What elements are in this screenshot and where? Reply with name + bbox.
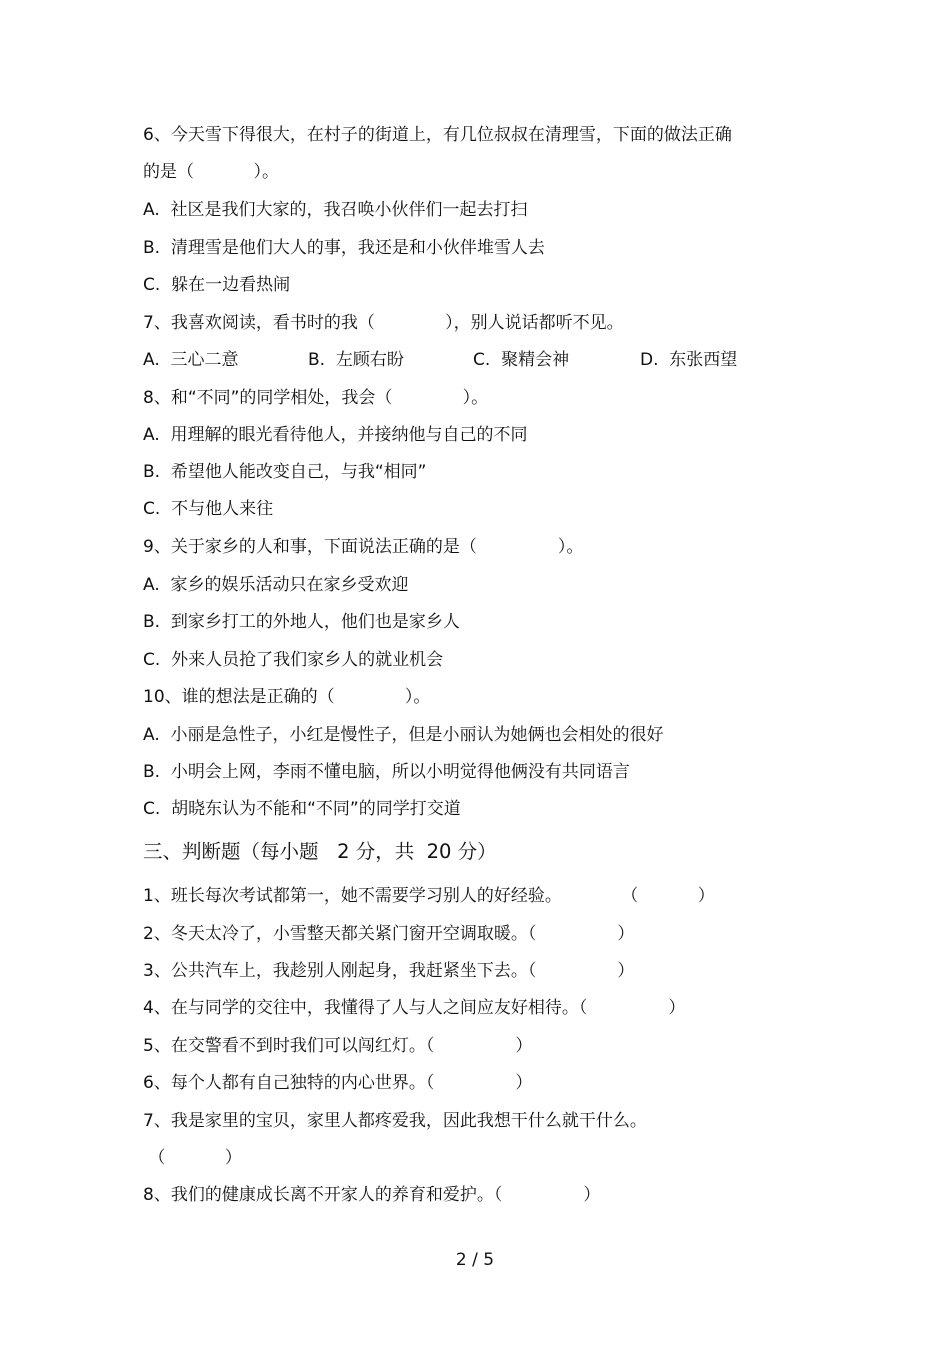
q7-option-d: D. 东张西望	[640, 350, 738, 370]
q8-option-b: B. 希望他人能改变自己，与我“相同”	[143, 462, 427, 482]
judge-item: 2、冬天太冷了，小雪整天都关紧门窗开空调取暖。（ ）	[143, 924, 635, 944]
judge-item-continuation: （ ）	[143, 1148, 242, 1168]
q8-option-c: C. 不与他人来往	[143, 499, 274, 519]
q7-option-b: B. 左顾右盼	[308, 350, 404, 370]
q9-option-c: C. 外来人员抢了我们家乡人的就业机会	[143, 650, 444, 670]
judge-item: 6、每个人都有自己独特的内心世界。（ ）	[143, 1073, 533, 1093]
q9-stem: 9、关于家乡的人和事，下面说法正确的是（ ）。	[143, 537, 584, 557]
judge-item: 1、班长每次考试都第一，她不需要学习别人的好经验。 （ ）	[143, 886, 715, 906]
judge-item: 8、我们的健康成长离不开家人的养育和爱护。（ ）	[143, 1185, 601, 1205]
q6-option-c: C. 躲在一边看热闹	[143, 275, 291, 295]
q10-stem: 10、谁的想法是正确的（ ）。	[143, 687, 431, 707]
q7-stem: 7、我喜欢阅读，看书时的我（ ），别人说话都听不见。	[143, 313, 624, 333]
q6-option-a: A. 社区是我们大家的，我召唤小伙伴们一起去打扫	[143, 200, 528, 220]
judge-item: 3、公共汽车上，我趁别人刚起身，我赶紧坐下去。（ ）	[143, 961, 635, 981]
judge-item: 7、我是家里的宝贝，家里人都疼爱我，因此我想干什么就干什么。	[143, 1111, 647, 1131]
section3-heading: 三、判断题（每小题 2 分，共 20 分）	[143, 840, 497, 863]
q6-option-b: B. 清理雪是他们大人的事，我还是和小伙伴堆雪人去	[143, 238, 545, 258]
page-number: 2 / 5	[455, 1250, 495, 1270]
q10-option-a: A. 小丽是急性子，小红是慢性子，但是小丽认为她俩也会相处的很好	[143, 725, 664, 745]
q7-option-c: C. 聚精会神	[473, 350, 570, 370]
q8-option-a: A. 用理解的眼光看待他人，并接纳他与自己的不同	[143, 425, 528, 445]
judge-item: 4、在与同学的交往中，我懂得了人与人之间应友好相待。（ ）	[143, 998, 686, 1018]
q10-option-c: C. 胡晓东认为不能和“不同”的同学打交道	[143, 799, 461, 819]
q7-option-a: A. 三心二意	[143, 350, 239, 370]
judge-item: 5、在交警看不到时我们可以闯红灯。（ ）	[143, 1036, 533, 1056]
q8-stem: 8、和“不同”的同学相处，我会（ ）。	[143, 388, 489, 408]
q9-option-b: B. 到家乡打工的外地人，他们也是家乡人	[143, 612, 460, 632]
q6-stem-line2: 的是（ ）。	[143, 162, 279, 182]
q9-option-a: A. 家乡的娱乐活动只在家乡受欢迎	[143, 575, 409, 595]
q6-stem-line1: 6、今天雪下得很大，在村子的街道上，有几位叔叔在清理雪，下面的做法正确	[143, 125, 732, 145]
q10-option-b: B. 小明会上网，李雨不懂电脑，所以小明觉得他俩没有共同语言	[143, 762, 630, 782]
